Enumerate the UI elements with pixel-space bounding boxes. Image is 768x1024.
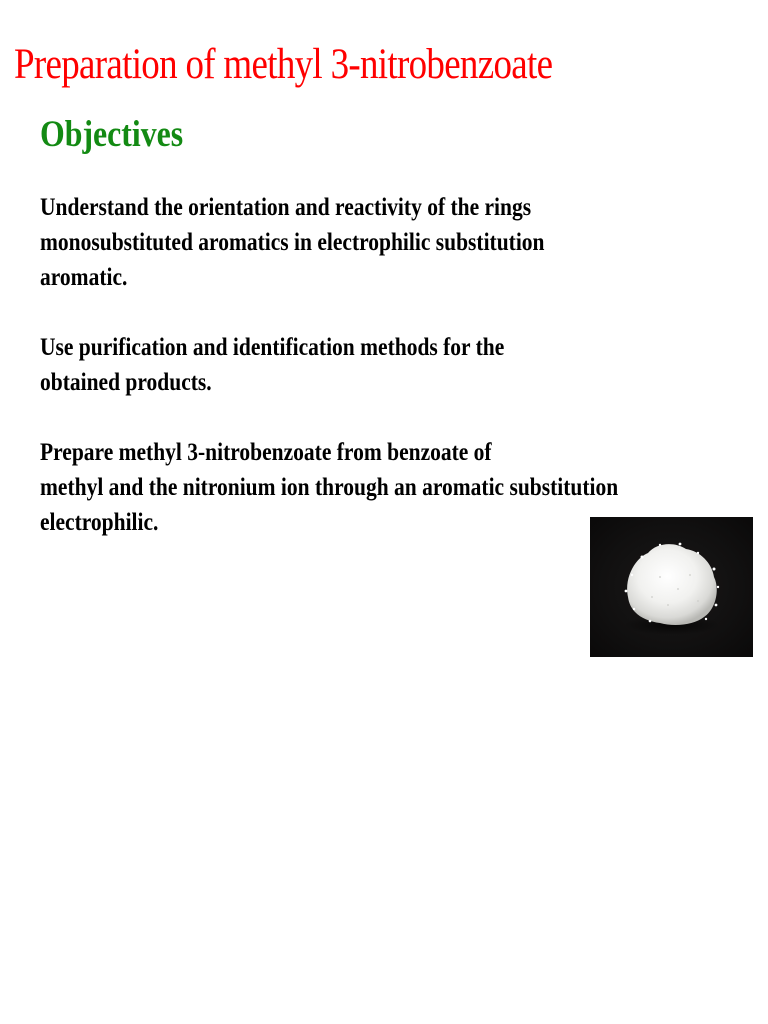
slide-title: Preparation of methyl 3-nitrobenzoate	[14, 41, 553, 88]
objective-3-line-1: Prepare methyl 3-nitrobenzoate from benzoate of	[40, 439, 492, 466]
objective-3-line-2: methyl and the nitronium ion through an aromatic substitution	[40, 474, 619, 501]
product-crystal-photo	[590, 517, 753, 657]
objectives-heading: Objectives	[40, 114, 184, 155]
objective-2-line-2: obtained products.	[40, 369, 212, 396]
objective-paragraph-3	[40, 435, 618, 540]
objective-1-line-1: Understand the orientation and reactivity of the rings	[40, 194, 532, 221]
objective-1-line-3: aromatic.	[40, 264, 128, 291]
objective-3-line-3: electrophilic.	[40, 509, 159, 536]
objective-paragraph-1	[40, 190, 544, 295]
crystal-pile-illustration	[590, 517, 753, 657]
objective-1-line-2: monosubstituted aromatics in electrophilic substitution	[40, 229, 545, 256]
objective-2-line-1: Use purification and identification methods for the	[40, 334, 505, 361]
objective-paragraph-2	[40, 330, 504, 400]
